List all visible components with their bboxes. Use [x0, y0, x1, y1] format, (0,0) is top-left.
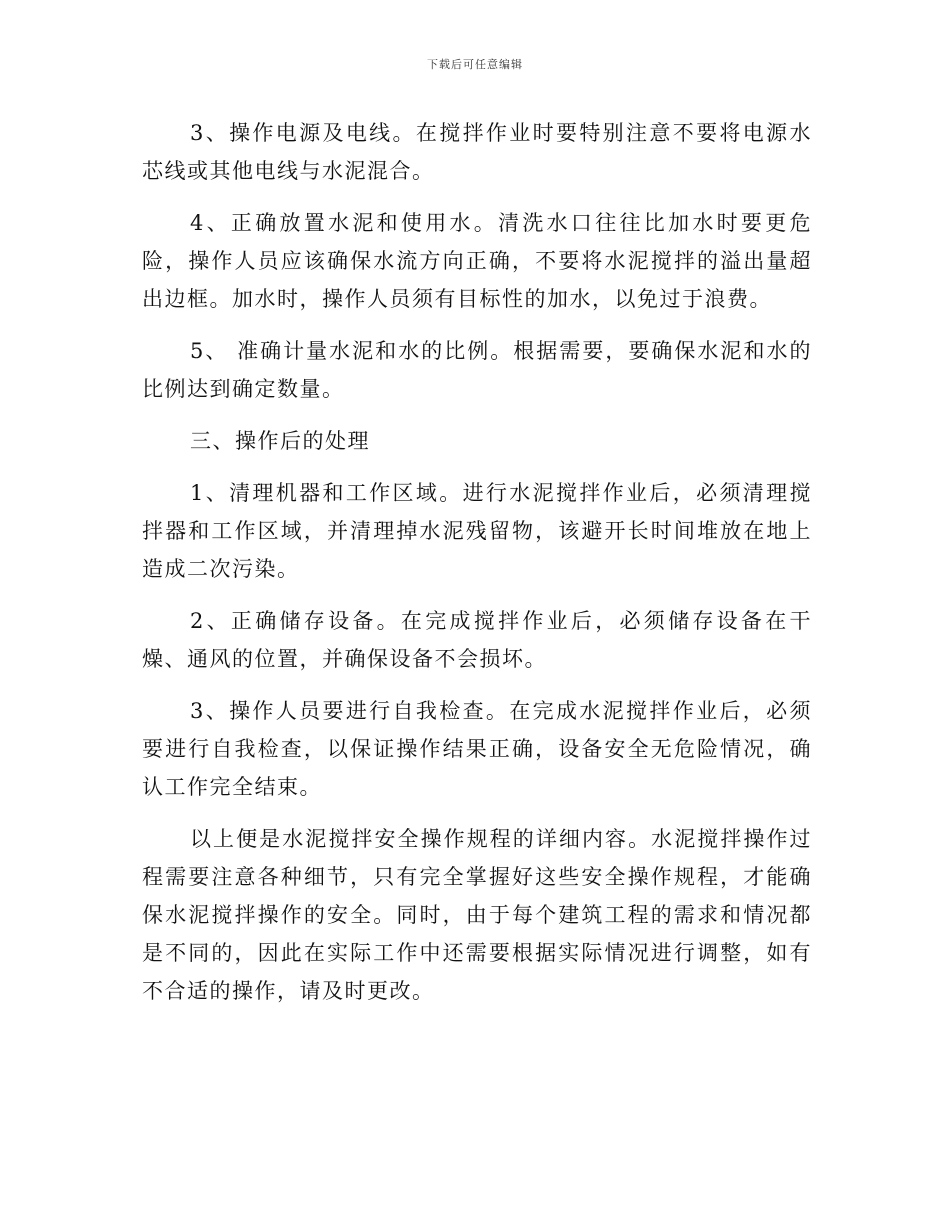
paragraph-item-2-storage: 2、正确储存设备。在完成搅拌作业后，必须储存设备在干燥、通风的位置，并确保设备不会损坏。 — [142, 609, 812, 671]
paragraph-item-4-water: 4、正确放置水泥和使用水。清洗水口往往比加水时要更危险，操作人员应该确保水流方向正确，不要将水泥搅拌的溢出量超出边框。加水时，操作人员须有目标性的加水，以免过于浪费。 — [142, 211, 812, 311]
paragraph-item-3-power: 3、操作电源及电线。在搅拌作业时要特别注意不要将电源水芯线或其他电线与水泥混合。 — [142, 121, 812, 183]
page-header: 下载后可任意编辑 — [427, 58, 523, 71]
paragraph-item-5-ratio: 5、 准确计量水泥和水的比例。根据需要，要确保水泥和水的比例达到确定数量。 — [142, 339, 812, 401]
paragraph-conclusion: 以上便是水泥搅拌安全操作规程的详细内容。水泥搅拌操作过程需要注意各种细节，只有完全掌握好这些安全操作规程，才能确保水泥搅拌操作的安全。同时，由于每个建筑工程的需求和情况都是不同的，因此在实际工作中还需要根据实际情况进行调整，如有不合适的操作，请及时更改。 — [142, 827, 812, 1003]
section-heading: 三、操作后的处理 — [190, 429, 370, 453]
paragraph-item-3-selfcheck: 3、操作人员要进行自我检查。在完成水泥搅拌作业后，必须要进行自我检查，以保证操作结果正确，设备安全无危险情况，确认工作完全结束。 — [142, 699, 812, 799]
paragraph-item-1-cleanup: 1、清理机器和工作区域。进行水泥搅拌作业后，必须清理搅拌器和工作区域，并清理掉水泥残留物，该避开长时间堆放在地上造成二次污染。 — [142, 481, 812, 581]
document-body — [142, 114, 812, 1024]
